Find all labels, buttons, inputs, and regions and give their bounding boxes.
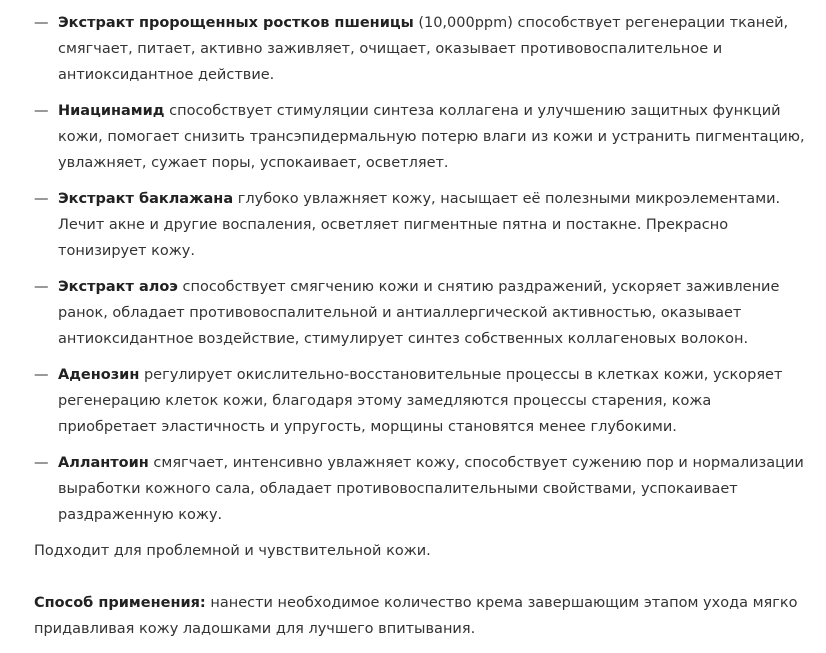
ingredient-item-adenosine bbox=[34, 362, 806, 440]
ingredient-text: способствует смягчению кожи и снятию раздражений, ускоряет заживление ранок, обладает противовоспалительной и антиаллергической активностью, оказывает антиоксидантное воздействие, стимулирует синтез собственных коллагеновых волокон. bbox=[58, 279, 780, 347]
ingredient-item-aloe bbox=[34, 274, 806, 352]
dash-marker: — bbox=[34, 367, 49, 383]
ingredient-text: способствует стимуляции синтеза коллагена и улучшению защитных функций кожи, помогает снизить трансэпидермальную потерю влаги из кожи и устранить пигментацию, увлажняет, сужает поры, успокаивает, осветляет. bbox=[58, 103, 805, 171]
ingredient-text: (10,000ppm) способствует регенерации тканей, смягчает, питает, активно заживляет, очищает, оказывает противовоспалительное и антиоксидантное действие. bbox=[58, 15, 789, 83]
ingredient-text: регулирует окислительно-восстановительные процессы в клетках кожи, ускоряет регенерацию клеток кожи, благодаря этому замедляются процессы старения, кожа приобретает эластичность и упругость, морщины становятся менее глубокими. bbox=[58, 367, 783, 435]
ingredient-name: Экстракт пророщенных ростков пшеницы bbox=[58, 15, 414, 31]
ingredient-name: Аллантоин bbox=[58, 455, 149, 471]
ingredient-text: смягчает, интенсивно увлажняет кожу, способствует сужению пор и нормализации выработки кожного сала, обладает противовоспалительными свойствами, успокаивает раздраженную кожу. bbox=[58, 455, 804, 523]
dash-marker: — bbox=[34, 191, 49, 207]
ingredient-name: Экстракт баклажана bbox=[58, 191, 234, 207]
suitable-for-text: Подходит для проблемной и чувствительной кожи. bbox=[34, 543, 431, 559]
ingredient-description bbox=[58, 10, 806, 88]
ingredient-item-allantoin bbox=[34, 450, 806, 528]
ingredient-description bbox=[58, 450, 806, 528]
dash-marker: — bbox=[34, 103, 49, 119]
dash-marker: — bbox=[34, 15, 49, 31]
ingredient-description bbox=[58, 98, 806, 176]
dash-marker: — bbox=[34, 455, 49, 471]
ingredient-name: Аденозин bbox=[58, 367, 140, 383]
ingredient-description bbox=[58, 362, 806, 440]
usage-text: нанести необходимое количество крема завершающим этапом ухода мягко придавливая кожу ладошками для лучшего впитывания. bbox=[34, 595, 798, 637]
dash-marker: — bbox=[34, 279, 49, 295]
ingredient-name: Ниацинамид bbox=[58, 103, 165, 119]
ingredient-item-wheat-sprouts bbox=[34, 10, 806, 88]
usage-instructions bbox=[34, 590, 806, 642]
ingredient-description bbox=[58, 186, 806, 264]
ingredient-description bbox=[58, 274, 806, 352]
ingredient-list bbox=[34, 10, 806, 528]
ingredient-text: глубоко увлажняет кожу, насыщает её полезными микроэлементами. Лечит акне и другие воспаления, осветляет пигментные пятна и постакне. Прекрасно тонизирует кожу. bbox=[58, 191, 781, 259]
usage-label: Способ применения: bbox=[34, 595, 206, 611]
ingredient-item-niacinamide bbox=[34, 98, 806, 176]
ingredient-item-eggplant bbox=[34, 186, 806, 264]
ingredient-name: Экстракт алоэ bbox=[58, 279, 178, 295]
